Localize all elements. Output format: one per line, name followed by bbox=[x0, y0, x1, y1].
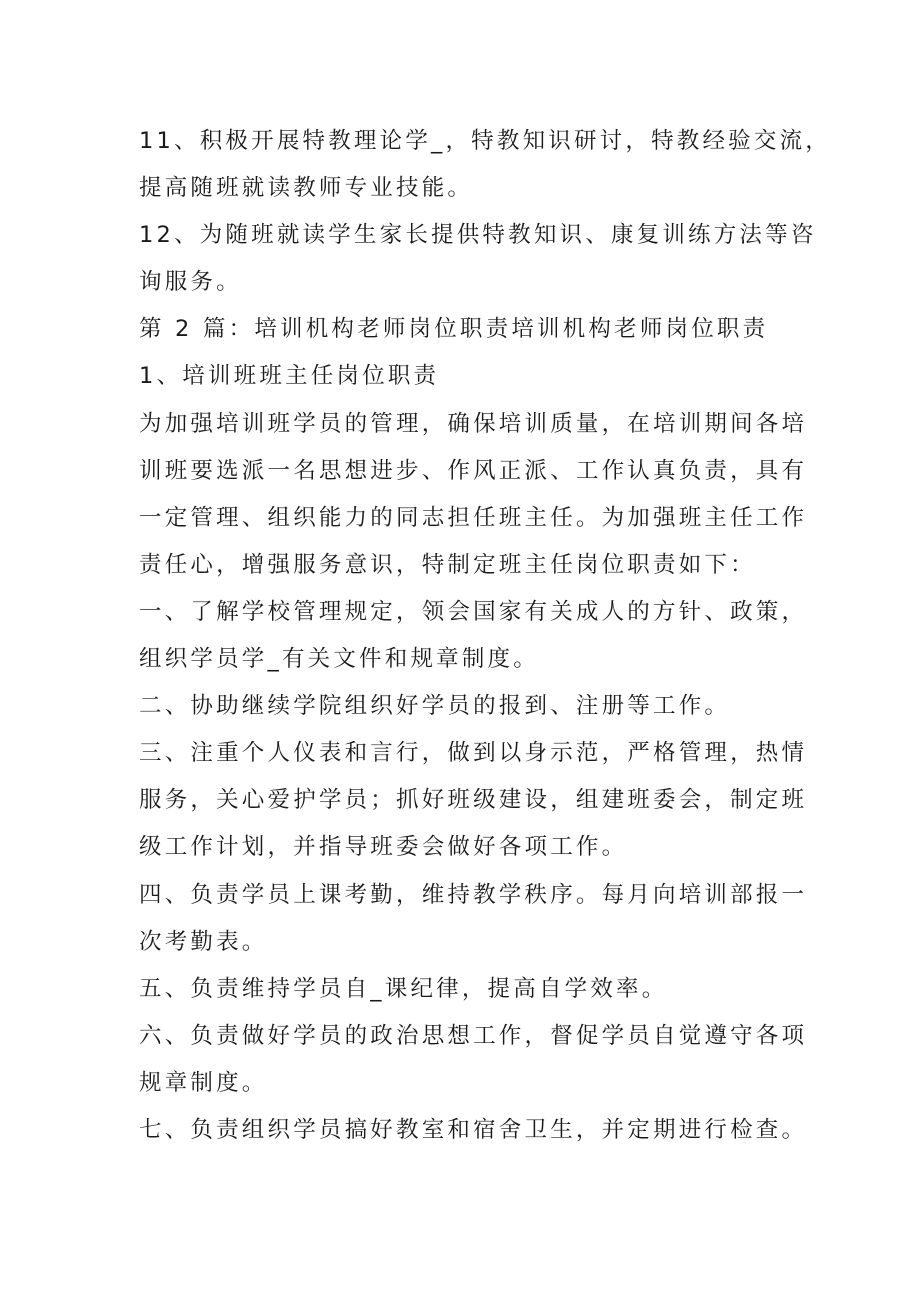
text-line: 责任心，增强服务意识，特制定班主任岗位职责如下： bbox=[139, 551, 756, 578]
text-line: 规章制度。 bbox=[139, 1069, 268, 1096]
text-line: 提高随班就读教师专业技能。 bbox=[139, 175, 474, 202]
text-line: 11、积极开展特教理论学_，特教知识研讨，特教经验交流， bbox=[139, 128, 831, 154]
text-line: 12、为随班就读学生家长提供特教知识、康复训练方法等咨 bbox=[139, 222, 817, 249]
text-line: 六、负责做好学员的政治思想工作，督促学员自觉遵守各项 bbox=[139, 1022, 808, 1049]
text-line: 训班要选派一名思想进步、作风正派、工作认真负责，具有 bbox=[139, 457, 808, 484]
section-heading: 第 2 篇：培训机构老师岗位职责培训机构老师岗位职责 bbox=[139, 316, 769, 343]
subsection-heading: 1、培训班班主任岗位职责 bbox=[139, 363, 440, 390]
text-line: 三、注重个人仪表和言行，做到以身示范，严格管理，热情 bbox=[139, 740, 808, 767]
text-line: 二、协助继续学院组织好学员的报到、注册等工作。 bbox=[139, 693, 731, 720]
text-line: 一定管理、组织能力的同志担任班主任。为加强班主任工作 bbox=[139, 504, 808, 531]
text-line: 级工作计划，并指导班委会做好各项工作。 bbox=[139, 834, 628, 861]
document-body bbox=[139, 118, 831, 1154]
text-line: 组织学员学_有关文件和规章制度。 bbox=[139, 646, 539, 673]
text-line: 一、了解学校管理规定，领会国家有关成人的方针、政策， bbox=[139, 598, 808, 625]
text-line: 四、负责学员上课考勤，维持教学秩序。每月向培训部报一 bbox=[139, 881, 808, 908]
text-line: 七、负责组织学员搞好教室和宿舍卫生，并定期进行检查。 bbox=[139, 1116, 808, 1143]
text-line: 服务，关心爱护学员；抓好班级建设，组建班委会，制定班 bbox=[139, 787, 808, 814]
text-line: 询服务。 bbox=[139, 269, 242, 296]
text-line: 为加强培训班学员的管理，确保培训质量，在培训期间各培 bbox=[139, 410, 808, 437]
text-line: 次考勤表。 bbox=[139, 928, 268, 955]
text-line: 五、负责维持学员自_课纪律，提高自学效率。 bbox=[139, 975, 668, 1002]
